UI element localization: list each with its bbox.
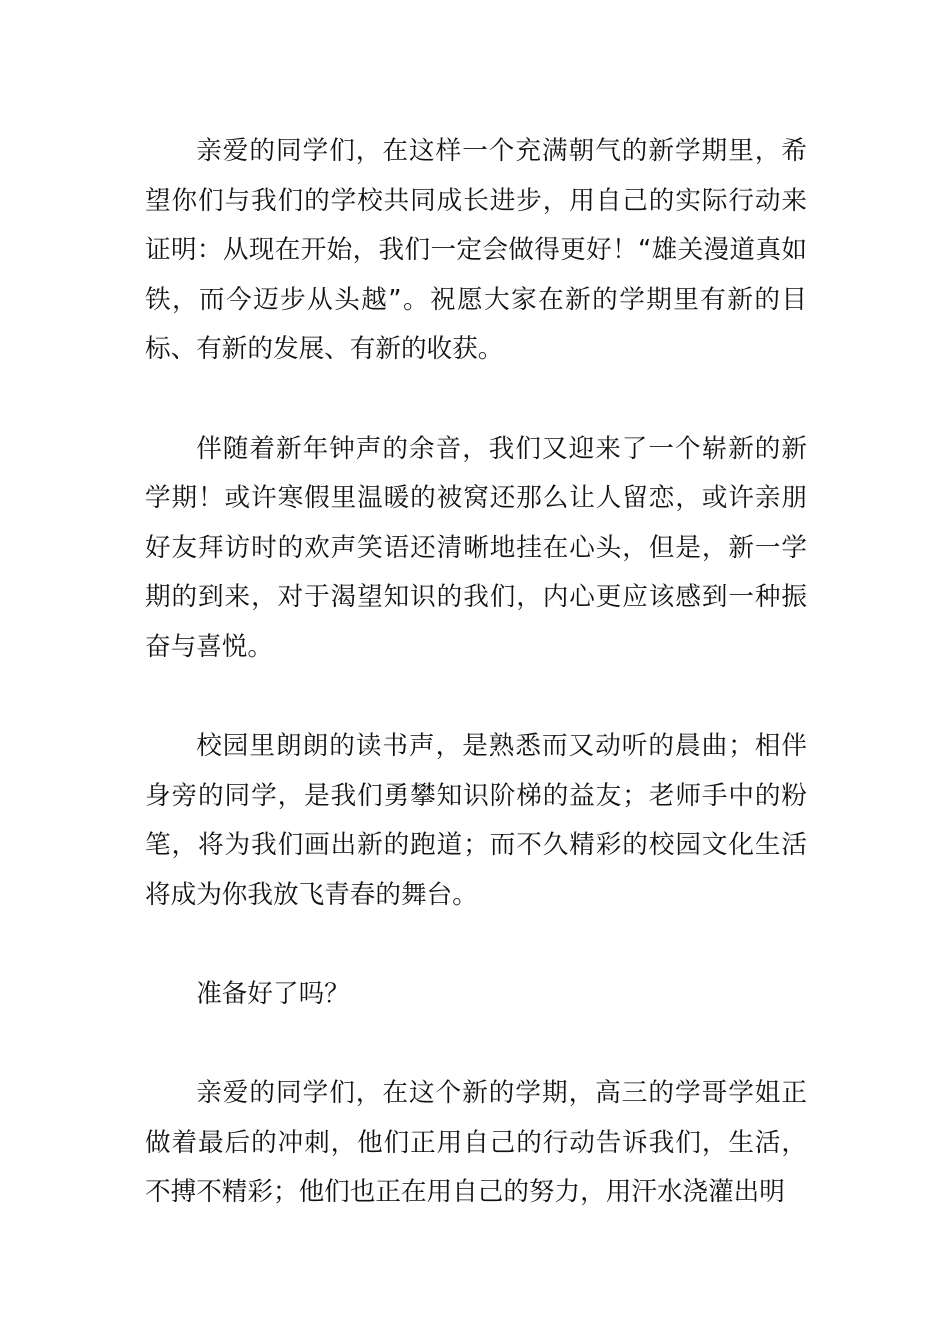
paragraph-5: 亲爱的同学们，在这个新的学期，高三的学哥学姐正做着最后的冲刺，他们正用自己的行动告诉我们，生活，不搏不精彩；他们也正在用自己的努力，用汗水浇灌出明: [145, 1078, 807, 1208]
paragraph-2: 伴随着新年钟声的余音，我们又迎来了一个崭新的新学期！或许寒假里温暖的被窝还那么让人留恋，或许亲朋好友拜访时的欢声笑语还清晰地挂在心头，但是，新一学期的到来，对于渴望知识的我们，内心更应该感到一种振奋与喜悦。: [145, 433, 807, 662]
paragraph-4: 准备好了吗？: [196, 979, 350, 1010]
paragraph-1: 亲爱的同学们，在这样一个充满朝气的新学期里，希望你们与我们的学校共同成长进步，用自己的实际行动来证明：从现在开始，我们一定会做得更好！“雄关漫道真如铁，而今迈步从头越”。祝愿大家在新的学期里有新的目标、有新的发展、有新的收获。: [145, 136, 807, 365]
document-body: [145, 127, 807, 1218]
paragraph-3: 校园里朗朗的读书声，是熟悉而又动听的晨曲；相伴身旁的同学，是我们勇攀知识阶梯的益友；老师手中的粉笔，将为我们画出新的跑道；而不久精彩的校园文化生活将成为你我放飞青春的舞台。: [145, 731, 807, 910]
